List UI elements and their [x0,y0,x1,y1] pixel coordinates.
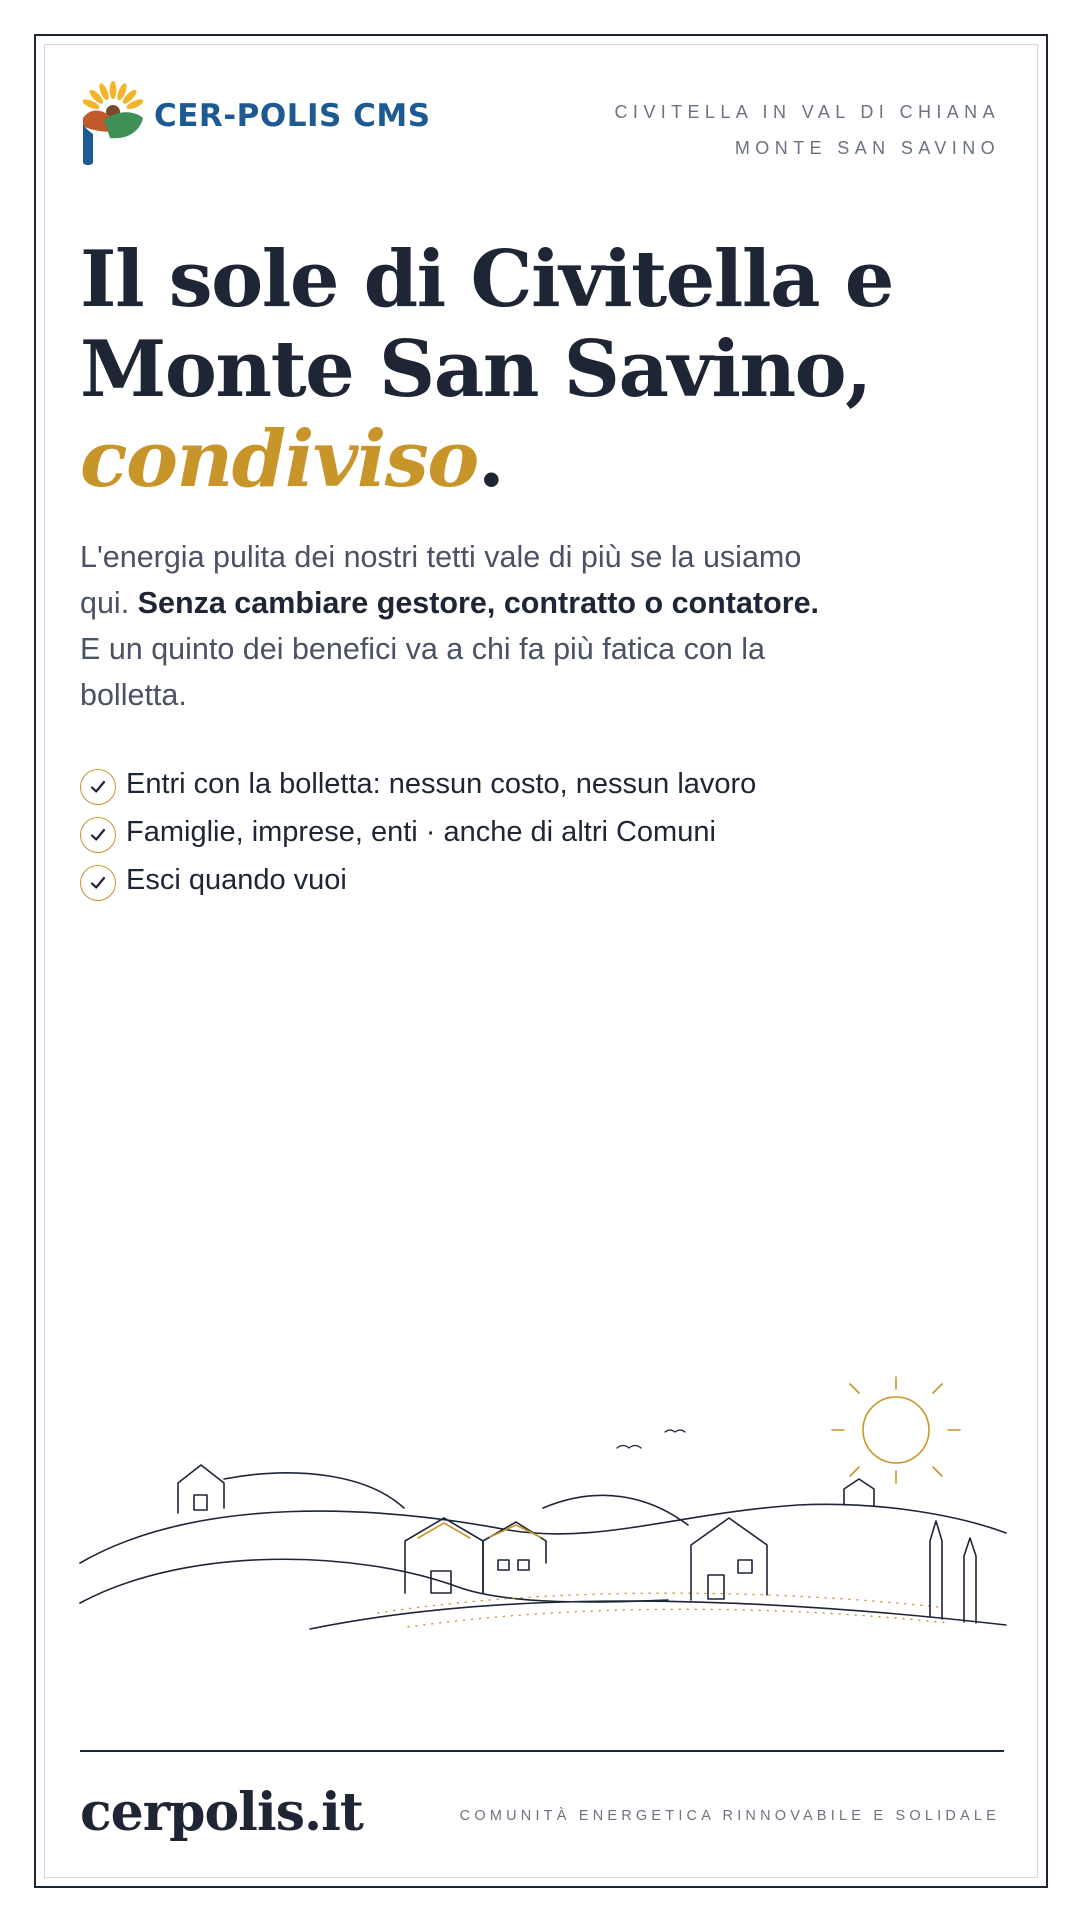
sun-icon [832,1377,960,1483]
brand-name: CER-POLIS CMS [154,98,431,134]
lead-intro: L'energia pulita dei nostri tetti vale di più se la usiamo qui. [80,540,802,620]
checklist-item [80,760,756,808]
footer-divider [80,1750,1004,1752]
lead-bold: Senza cambiare gestore, contratto o contatore. [137,586,820,620]
checklist-item [80,856,756,904]
checklist-item [80,808,756,856]
birds-icon [617,1430,685,1448]
headline-line-2: Monte San Savino, [80,324,871,415]
headline-line-3 [80,415,840,505]
checklist-item-text: Esci quando vuoi [126,863,347,896]
location-label [615,94,1000,166]
headline [80,234,893,505]
checkmark-icon [80,817,116,853]
headline-accent: condiviso [80,414,478,505]
benefits-checklist [80,760,756,904]
headline-punctuation: . [477,414,504,505]
lead-rest: E un quinto dei benefici va a chi fa più fatica con la bolletta. [80,632,765,712]
headline-line-1: Il sole di Civitella e [80,234,893,325]
checklist-item-text: Entri con la bolletta: nessun costo, nessun lavoro [126,767,757,800]
website-domain[interactable]: cerpolis.it [80,1782,363,1843]
location-line-1: CIVITELLA IN VAL DI CHIANA [614,102,1000,122]
village-landscape-illustration [78,1365,1008,1645]
sunflower-logo-icon [80,80,146,166]
checkmark-icon [80,769,116,805]
checklist-item-text: Famiglie, imprese, enti · anche di altri Comuni [126,815,716,848]
footer-tagline: COMUNITÀ ENERGETICA RINNOVABILE E SOLIDALE [459,1808,1000,1824]
location-line-2: MONTE SAN SAVINO [734,138,1000,158]
checkmark-icon [80,865,116,901]
brand-logo [80,80,440,166]
cypress-trees-icon [930,1521,976,1623]
lead-paragraph [80,534,820,718]
